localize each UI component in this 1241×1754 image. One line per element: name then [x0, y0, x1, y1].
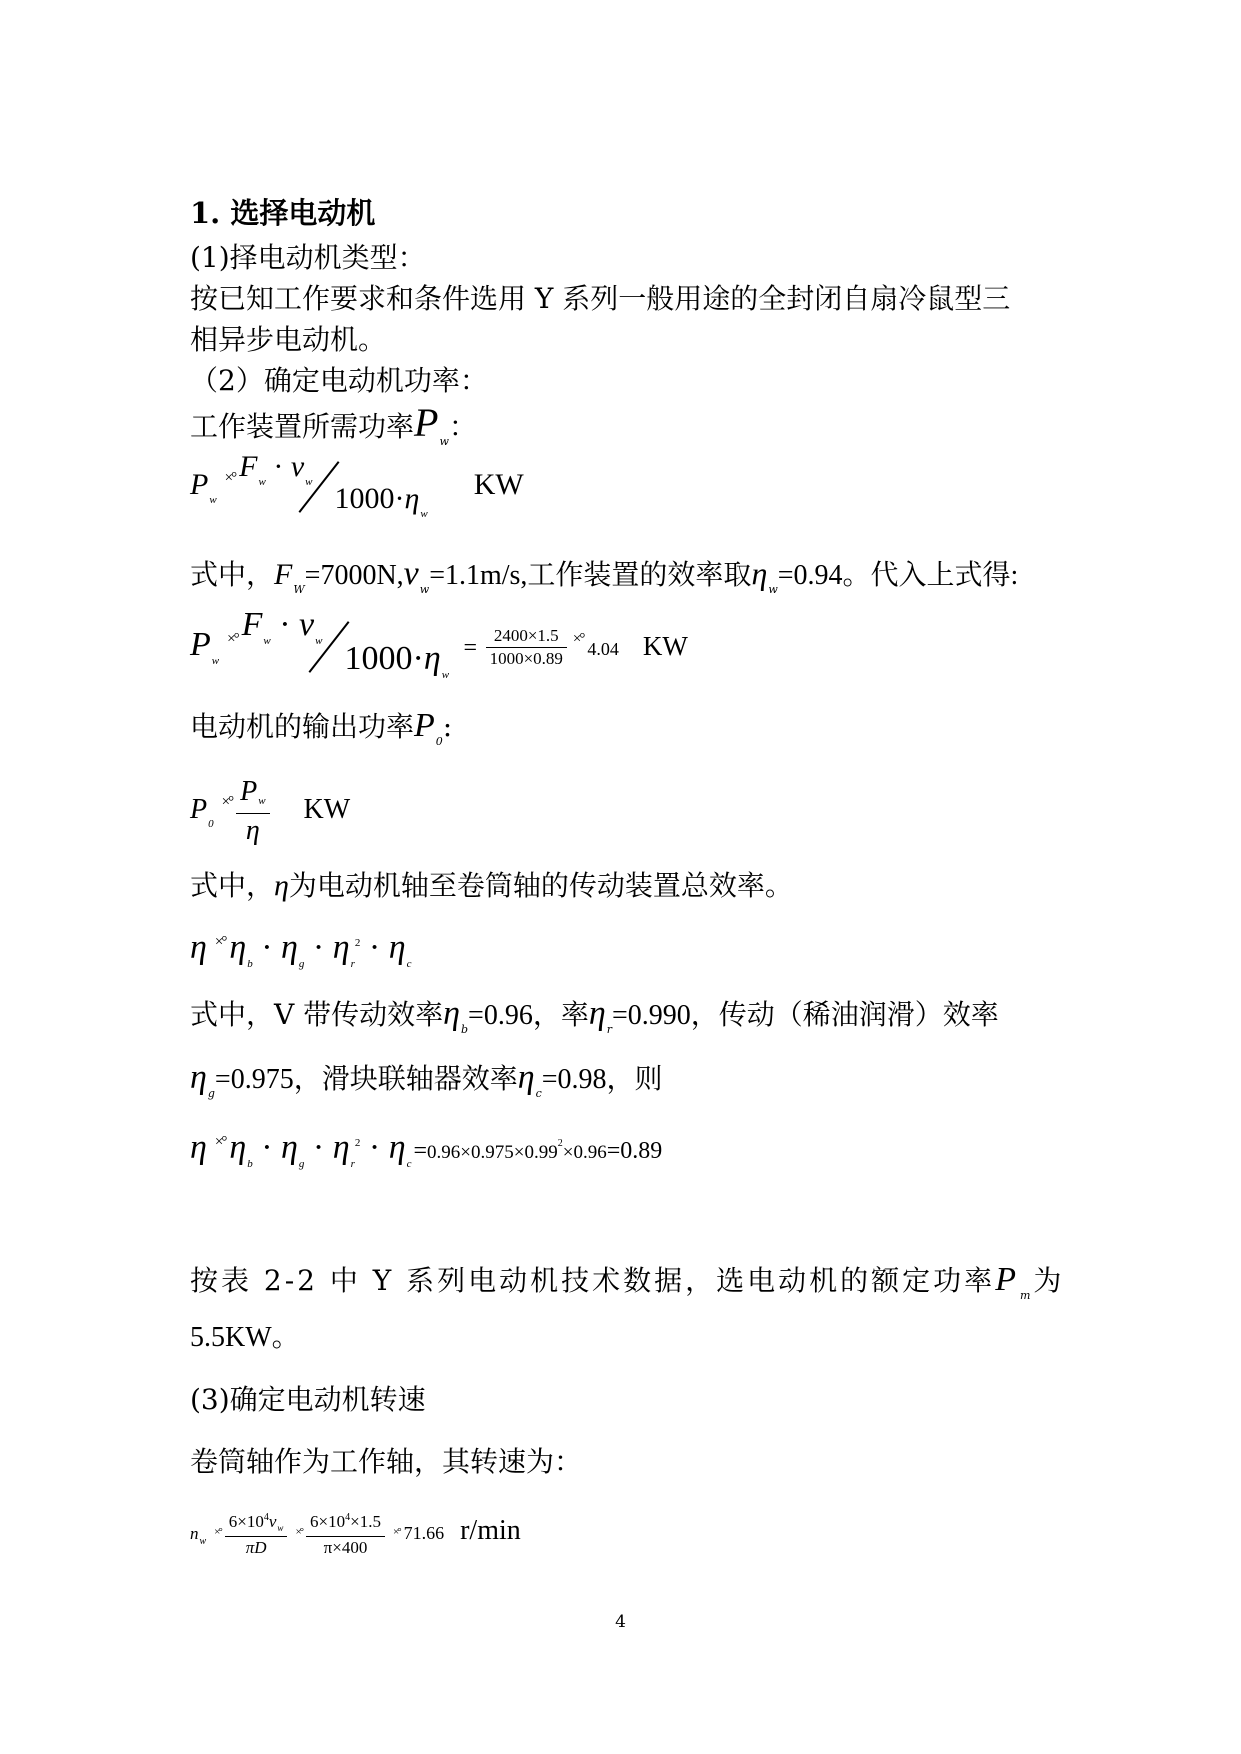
text-run: 式中，: [190, 558, 275, 591]
numeric-fraction: [306, 1511, 385, 1559]
symbol-eta: η: [274, 869, 289, 902]
dot: ·: [368, 1129, 381, 1166]
symbol-fraction: [225, 1511, 288, 1559]
text-run: 为: [1033, 1264, 1065, 1297]
text-run: =7000N,: [304, 560, 404, 591]
subscript: b: [247, 1158, 253, 1170]
subscript: c: [406, 958, 412, 970]
symbol-P: P: [414, 400, 439, 445]
paragraph-line: [190, 708, 452, 751]
equals-sign: =: [413, 1138, 428, 1164]
subscript: m: [1019, 1289, 1034, 1302]
superscript: 4: [263, 1512, 269, 1524]
symbol-eta: η: [423, 640, 441, 677]
subscript: w: [419, 583, 430, 596]
unit-label: r/min: [460, 1515, 521, 1546]
subscript: r: [350, 1158, 355, 1170]
text-run: 电动机的输出功率: [190, 710, 415, 743]
symbol-P: P: [414, 707, 435, 744]
subscript: w: [263, 635, 271, 647]
paragraph-line: [190, 996, 999, 1039]
formula-eta-total: [190, 918, 412, 985]
symbol-eta: η: [229, 929, 247, 966]
operator-glyph: ×°: [224, 470, 236, 486]
symbol-eta: η: [588, 995, 606, 1032]
formula-p0: [190, 770, 350, 855]
symbol-eta: η: [190, 1059, 207, 1096]
subscript: w: [315, 635, 323, 647]
subscript: W: [293, 583, 305, 596]
denominator-number: 1000·: [344, 640, 424, 677]
symbol-P: P: [240, 775, 258, 807]
text-run: 为电动机轴至卷筒轴的传动装置总效率。: [288, 869, 793, 902]
subscript: w: [211, 655, 220, 667]
formula-lhs: η: [190, 1129, 207, 1166]
fraction-numerator: [306, 1511, 385, 1537]
symbol-F: F: [241, 606, 263, 643]
superscript: 2: [557, 1138, 563, 1149]
symbol-fraction: [236, 776, 269, 848]
superscript: 2: [354, 1137, 361, 1149]
unit-label: KW: [642, 631, 688, 661]
symbol-eta: η: [332, 929, 350, 966]
text-run: 6×10: [228, 1512, 264, 1532]
subscript: c: [535, 1087, 542, 1100]
text-run: 式中，V 带传动效率: [190, 998, 444, 1031]
formula-eta-calc: [190, 1118, 662, 1186]
operator-glyph: ×°: [221, 794, 233, 810]
subscript: g: [207, 1087, 215, 1100]
fraction-numerator: 2400×1.5: [486, 625, 567, 648]
subsection-2-title: （2）确定电动机功率：: [190, 364, 488, 397]
text-run: 工作装置所需功率: [190, 410, 415, 443]
subscript: w: [768, 583, 778, 596]
subscript: c: [406, 1158, 412, 1170]
formula-pw: [190, 450, 524, 521]
superscript: 4: [345, 1512, 351, 1524]
paragraph-line: [190, 555, 1018, 599]
calculation-text: ×0.96: [562, 1142, 607, 1163]
subscript: w: [199, 1536, 207, 1547]
calculation-text: 0.96×0.975×0.99: [427, 1142, 558, 1163]
symbol-eta: η: [388, 1129, 406, 1166]
fraction-numerator: [225, 1511, 288, 1537]
operator-glyph: ×°: [392, 1526, 400, 1538]
subscript: w: [209, 494, 217, 506]
text-run: =0.94。代入上式得:: [777, 560, 1019, 591]
text-run: 式中，: [190, 869, 275, 902]
formula-lhs: n: [190, 1524, 199, 1543]
text-run: :: [442, 710, 453, 743]
formula-lhs: P: [190, 468, 209, 501]
symbol-v: v: [299, 606, 315, 643]
text-run: =0.98，则: [541, 1064, 663, 1095]
fraction-denominator: η: [245, 814, 260, 846]
subscript: w: [258, 794, 266, 807]
text-run: =0.990，传动（稀油润滑）效率: [611, 1000, 999, 1031]
paragraph-line: [190, 1262, 1064, 1305]
subscript: g: [298, 958, 305, 970]
dot: ·: [368, 929, 381, 966]
subsection-1-title: (1)择电动机类型：: [190, 241, 426, 274]
numeric-fraction: [486, 625, 567, 670]
subscript: 0: [435, 735, 443, 748]
formula-denominator: [334, 482, 428, 520]
paragraph-line: 卷筒轴作为工作轴，其转速为：: [190, 1445, 583, 1478]
fraction-denominator: πD: [245, 1538, 267, 1558]
dot: ·: [312, 929, 325, 966]
subscript: w: [258, 476, 266, 488]
subscript: g: [298, 1158, 305, 1170]
symbol-P: P: [995, 1261, 1019, 1298]
operator-glyph: ×°: [214, 1134, 226, 1150]
subscript: b: [247, 958, 253, 970]
dot: ·: [261, 929, 273, 966]
subscript: w: [441, 669, 450, 681]
symbol-eta: η: [443, 995, 460, 1032]
formula-numerator: [241, 606, 323, 647]
fraction-denominator: π×400: [323, 1538, 368, 1558]
fraction-numerator: [236, 776, 269, 814]
result-value: 71.66: [403, 1523, 445, 1543]
result-value: =0.89: [606, 1138, 663, 1164]
subscript: w: [305, 476, 313, 488]
subscript: w: [439, 435, 449, 448]
symbol-eta: η: [751, 555, 768, 591]
subscript: w: [277, 1523, 284, 1534]
denominator-number: 1000·: [334, 482, 405, 515]
text-run: =0.975，滑块联轴器效率: [214, 1064, 518, 1095]
symbol-eta: η: [388, 929, 406, 966]
fraction-denominator: 1000×0.89: [489, 648, 563, 668]
text-run: =0.96，率: [468, 1000, 589, 1031]
operator-glyph: ×°: [214, 1526, 221, 1538]
text-run: 按表 2-2 中 Y 系列电动机技术数据，选电动机的额定功率: [190, 1264, 996, 1297]
subscript: r: [350, 958, 355, 970]
formula-lhs: η: [190, 929, 207, 966]
paragraph-line: [190, 400, 477, 451]
page-number: 4: [615, 1612, 626, 1632]
paragraph-line: 相异步电动机。: [190, 323, 387, 356]
superscript: 2: [354, 937, 361, 949]
dot: ·: [273, 450, 284, 483]
equals-sign: =: [463, 635, 478, 661]
text-run: =1.1m/s,工作装置的效率取: [429, 560, 752, 591]
formula-nw: [190, 1496, 521, 1572]
paragraph-line: [190, 868, 793, 904]
symbol-v: v: [268, 1512, 277, 1532]
formula-pw-calc: [190, 606, 688, 685]
text-run: ×1.5: [350, 1512, 381, 1532]
symbol-F: F: [274, 558, 293, 591]
symbol-eta: η: [332, 1129, 350, 1166]
operator-glyph: ×°: [214, 934, 226, 950]
text-run: 6×10: [310, 1512, 346, 1532]
subscript: b: [461, 1023, 469, 1036]
formula-lhs: P: [190, 794, 208, 825]
symbol-eta: η: [404, 482, 420, 515]
result-value: 4.04: [587, 639, 619, 659]
dot: ·: [279, 606, 291, 643]
formula-denominator: [344, 640, 450, 681]
symbol-v: v: [290, 450, 305, 483]
formula-lhs: P: [190, 626, 211, 663]
paragraph-line: 5.5KW。: [190, 1322, 300, 1353]
symbol-v: v: [403, 555, 419, 592]
operator-glyph: ×°: [572, 631, 584, 647]
unit-label: KW: [473, 468, 524, 501]
subscript: 0: [208, 818, 214, 830]
operator-glyph: ×°: [295, 1526, 303, 1538]
unit-label: KW: [303, 794, 351, 825]
symbol-F: F: [239, 450, 258, 483]
dot: ·: [312, 1129, 325, 1166]
symbol-eta: η: [517, 1059, 535, 1096]
operator-glyph: ×°: [227, 631, 238, 647]
subscript: w: [420, 508, 428, 520]
section-heading: 1. 选择电动机: [190, 196, 376, 230]
paragraph-line: [190, 1060, 663, 1103]
paragraph-line: 按已知工作要求和条件选用 Y 系列一般用途的全封闭自扇冷鼠型三: [190, 282, 1011, 315]
subscript: r: [606, 1023, 612, 1036]
text-run: ：: [448, 410, 477, 443]
symbol-eta: η: [281, 929, 298, 966]
symbol-eta: η: [281, 1129, 298, 1166]
dot: ·: [261, 1129, 273, 1166]
subsection-3-title: (3)确定电动机转速: [190, 1383, 426, 1416]
symbol-eta: η: [229, 1129, 247, 1166]
formula-numerator: [239, 450, 313, 488]
